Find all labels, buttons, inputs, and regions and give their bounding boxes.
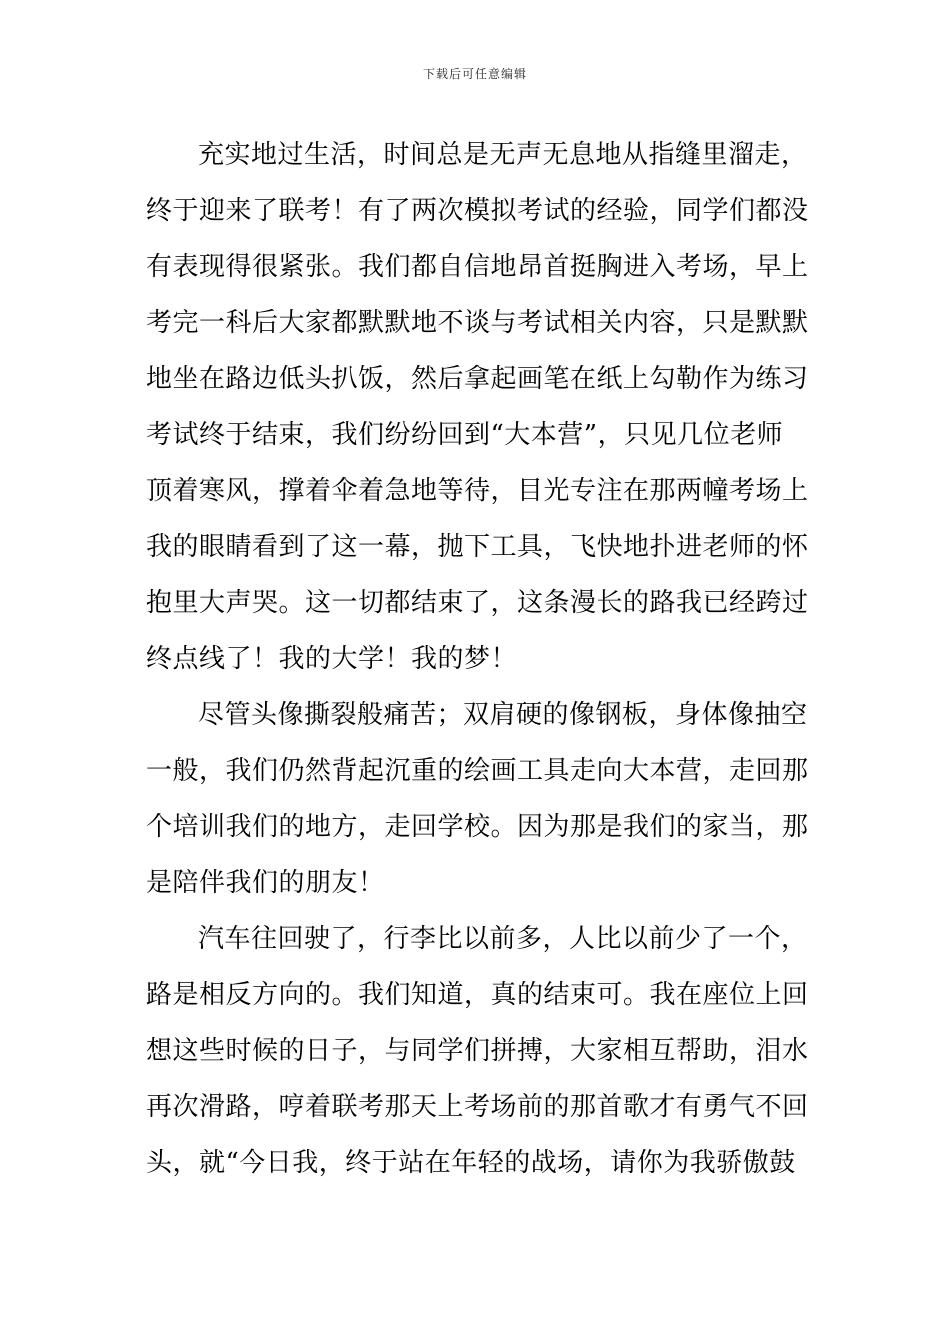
text-line: 顶着寒风，撑着伞着急地等待，目光专注在那两幢考场上 <box>146 476 809 506</box>
text-line: 终于迎来了联考！有了两次模拟考试的经验，同学们都没 <box>146 196 809 226</box>
header-note: 下载后可任意编辑 <box>422 67 527 81</box>
text-line: 一般，我们仍然背起沉重的绘画工具走向大本营，走回那 <box>146 756 809 786</box>
text-line: 想这些时候的日子，与同学们拼搏，大家相互帮助，泪水 <box>146 1036 809 1066</box>
text-line: 路是相反方向的。我们知道，真的结束可。我在座位上回 <box>146 980 809 1010</box>
text-line: 抱里大声哭。这一切都结束了，这条漫长的路我已经跨过 <box>146 588 809 618</box>
text-line: 个培训我们的地方，走回学校。因为那是我们的家当，那 <box>146 812 809 842</box>
text-line-paragraph-start: 汽车往回驶了，行李比以前多，人比以前少了一个， <box>198 924 808 954</box>
text-line: 地坐在路边低头扒饭，然后拿起画笔在纸上勾勒作为练习 <box>146 364 809 394</box>
text-line: 头，就“今日我，终于站在年轻的战场，请你为我骄傲鼓 <box>146 1148 796 1178</box>
text-line: 有表现得很紧张。我们都自信地昂首挺胸进入考场，早上 <box>146 252 809 282</box>
text-line: 终点线了！我的大学！我的梦！ <box>146 644 518 674</box>
text-line: 考完一科后大家都默默地不谈与考试相关内容，只是默默 <box>146 308 809 338</box>
text-line: 我的眼睛看到了这一幕，抛下工具，飞快地扑进老师的怀 <box>146 532 809 562</box>
document-body <box>146 127 809 1191</box>
text-line: 考试终于结束，我们纷纷回到“大本营”，只见几位老师 <box>146 420 784 450</box>
text-line: 是陪伴我们的朋友！ <box>146 868 385 898</box>
text-line-paragraph-start: 充实地过生活，时间总是无声无息地从指缝里溜走， <box>198 140 808 170</box>
text-line-paragraph-start: 尽管头像撕裂般痛苦；双肩硬的像钢板，身体像抽空 <box>198 700 808 730</box>
text-line: 再次滑路，哼着联考那天上考场前的那首歌才有勇气不回 <box>146 1092 809 1122</box>
